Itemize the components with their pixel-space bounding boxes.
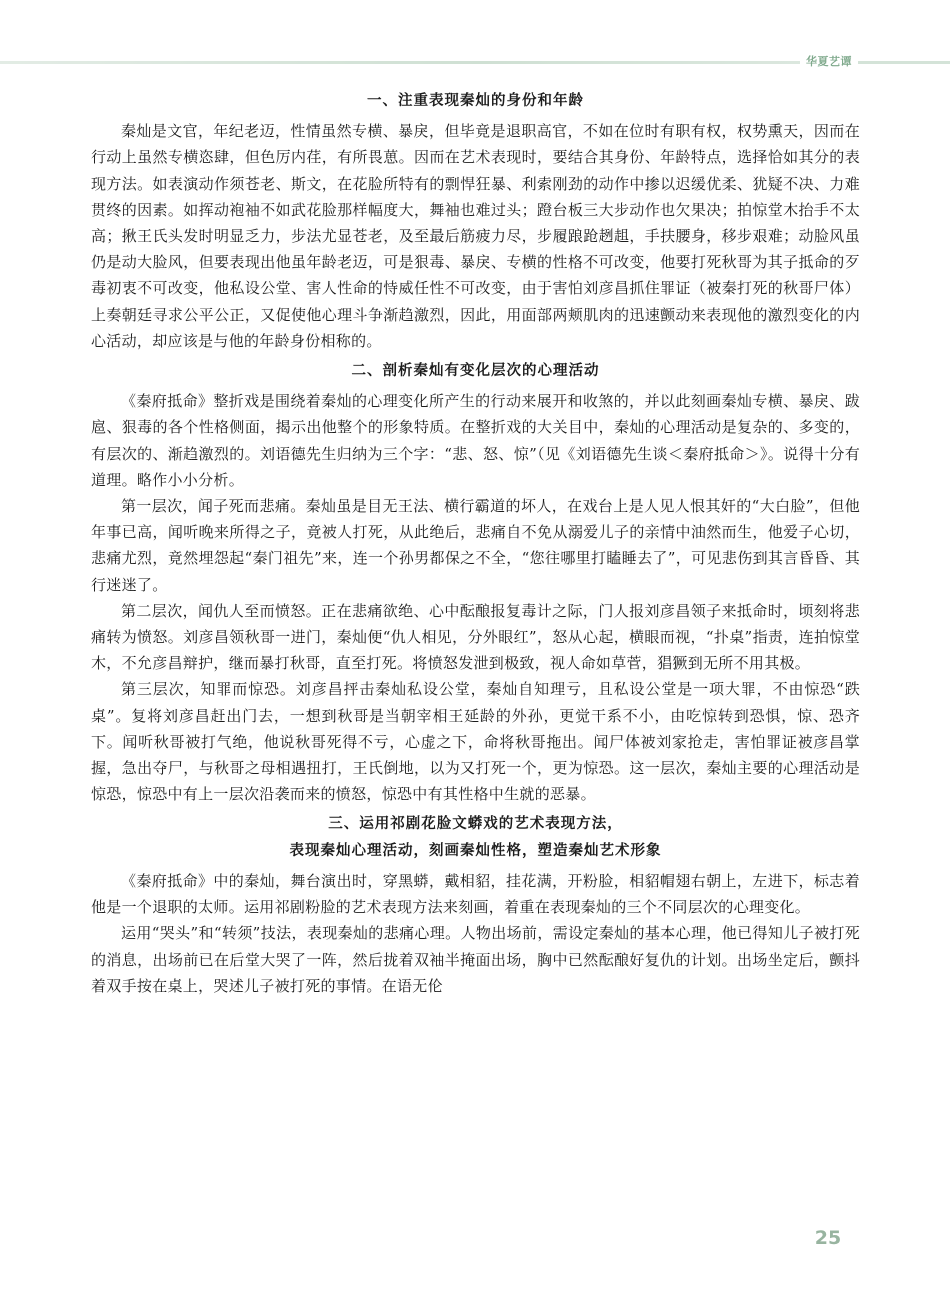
section-2-paragraph-1: 《秦府抵命》整折戏是围绕着秦灿的心理变化所产生的行动来展开和收煞的，并以此刻画秦灿专横、暴戾、跋扈、狠毒的各个性格侧面，揭示出他整个的形象特质。在整折戏的大关目中，秦灿的心理活动是复杂的、多变的，有层次的、渐趋激烈的。刘语德先生归纳为三个字：“悲、怒、惊”（见《刘语德先生谈＜秦府抵命＞》。说得十分有道理。略作小小分析。 bbox=[91, 392, 860, 489]
section-3-paragraph-2: 运用“哭头”和“转须”技法，表现秦灿的悲痛心理。人物出场前，需设定秦灿的基本心理，他已得知儿子被打死的消息，出场前已在后堂大哭了一阵，然后拢着双袖半掩面出场，胸中已然酝酿好复仇的计划。出场坐定后，颤抖着双手按在桌上，哭述儿子被打死的事情。在语无伦 bbox=[91, 924, 860, 995]
section-1-title: 一、注重表现秦灿的身份和年龄 bbox=[367, 92, 584, 109]
section-2-paragraph-2: 第一层次，闻子死而悲痛。秦灿虽是目无王法、横行霸道的坏人，在戏台上是人见人恨其奸的“大白脸”，但他年事已高，闻听晚来所得之子，竟被人打死，从此绝后，悲痛自不免从溺爱儿子的亲情中油然而生，他爱子心切，悲痛尤烈，竟然埋怨起“秦门祖先”来，连一个孙男都保之不全，“您往哪里打瞌睡去了”，可见悲伤到其言昏昏、其行迷迷了。 bbox=[91, 497, 860, 594]
section-3-title-line-2: 表现秦灿心理活动，刻画秦灿性格，塑造秦灿艺术形象 bbox=[289, 841, 662, 859]
section-2-title: 二、剖析秦灿有变化层次的心理活动 bbox=[351, 362, 600, 380]
section-3-paragraph-1: 《秦府抵命》中的秦灿，舞台演出时，穿黑蟒，戴相貂，挂花满，开粉脸，相貂帽翅右朝上，左进下，标志着他是一个退职的太师。运用祁剧粉脸的艺术表现方法来刻画，着重在表现秦灿的三个不同层次的心理变化。 bbox=[91, 871, 860, 917]
section-1-paragraph: 秦灿是文官，年纪老迈，性情虽然专横、暴戾，但毕竟是退职高官，不如在位时有职有权，权势熏天，因而在行动上虽然专横恣肆，但色厉内荏，有所畏葸。因而在艺术表现时，要结合其身份、年龄特点，选择恰如其分的表现方法。如表演动作须苍老、斯文，在花脸所特有的剽悍狂暴、利索刚劲的动作中掺以迟缓优柔、犹疑不决、力难贯终的因素。如挥动袍袖不如武花脸那样幅度大，舞袖也难过头；蹬台板三大步动作也欠果决；拍惊堂木抬手不太高；揪王氏头发时明显乏力，步法尤显苍老，及至最后筋疲力尽，步履踉跄趔趄，手扶腰身，移步艰难；动脸风虽仍是动大脸风，但要表现出他虽年龄老迈，可是狠毒、暴戾、专横的性格不可改变，他要打死秋哥为其子抵命的歹毒初衷不可改变，他私设公堂、害人性命的恃威任性不可改变，由于害怕刘彦昌抓住罪证（被秦打死的秋哥尸体）上奏朝廷寻求公平公正，又促使他心理斗争渐趋激烈，因此，用面部两颊肌肉的迅速颤动来表现他的激烈变化的内心活动，却应该是与他的年龄身份相称的。 bbox=[91, 122, 860, 350]
magazine-column-name: 华夏艺谭 bbox=[806, 55, 852, 68]
article-body bbox=[91, 88, 860, 999]
header-rule-right bbox=[858, 61, 950, 64]
section-2-paragraph-4: 第三层次，知罪而惊恐。刘彦昌抨击秦灿私设公堂，秦灿自知理亏，且私设公堂是一项大罪，不由惊恐“跌桌”。复将刘彦昌赶出门去，一想到秋哥是当朝宰相王延龄的外孙，更觉干系不小，由吃惊转到恐惧，惊、恐齐下。闻听秋哥被打气绝，他说秋哥死得不亏，心虚之下，命将秋哥拖出。闻尸体被刘家抢走，害怕罪证被彦昌掌握，急出夺尸，与秋哥之母相遇扭打，王氏倒地，以为又打死一个，更为惊恐。这一层次，秦灿主要的心理活动是惊恐，惊恐中有上一层次沿袭而来的愤怒，惊恐中有其性格中生就的恶暴。 bbox=[91, 680, 860, 804]
page-number: 25 bbox=[814, 1227, 842, 1249]
section-3-title-line-1: 三、运用祁剧花脸文蟒戏的艺术表现方法， bbox=[328, 815, 623, 833]
header-rule bbox=[0, 61, 800, 64]
section-2-paragraph-3: 第二层次，闻仇人至而愤怒。正在悲痛欲绝、心中酝酿报复毒计之际，门人报刘彦昌领子来抵命时，顷刻将悲痛转为愤怒。刘彦昌领秋哥一进门，秦灿便“仇人相见，分外眼红”，怒从心起，横眼而视，“扑桌”指责，连拍惊堂木，不允彦昌辩护，继而暴打秋哥，直至打死。将愤怒发泄到极致，视人命如草菅，猖獗到无所不用其极。 bbox=[91, 601, 860, 673]
